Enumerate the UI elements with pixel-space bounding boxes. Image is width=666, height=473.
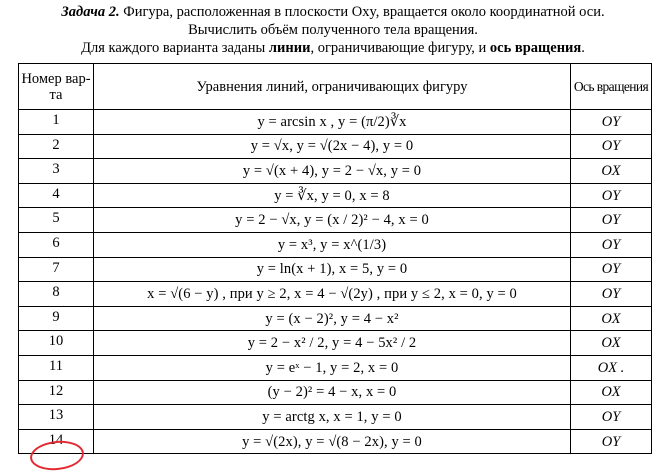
- equations: y = √(2x), y = √(8 − 2x), y = 0: [94, 429, 571, 454]
- variant-number: 11: [19, 355, 94, 380]
- rotation-axis: OX .: [571, 355, 652, 380]
- variant-number: 3: [19, 159, 94, 184]
- table-row: [19, 232, 652, 257]
- table-row: [19, 331, 652, 356]
- task-statement: Фигура, расположенная в плоскости Oxy, вращается около координатной оси.: [123, 4, 605, 20]
- table-row: [19, 306, 652, 331]
- rotation-axis: OX: [571, 331, 652, 356]
- equations: y = √x, y = √(2x − 4), y = 0: [94, 134, 571, 159]
- table-row: [19, 110, 652, 135]
- column-header-equations: Уравнения линий, ограничивающих фигуру: [94, 64, 571, 110]
- rotation-axis: OX: [571, 380, 652, 405]
- task-heading-line-2: Вычислить объём полученного тела вращения.: [188, 22, 478, 38]
- variants-table: [18, 63, 652, 454]
- variant-number: 1: [19, 110, 94, 135]
- equations: y = arctg x, x = 1, y = 0: [94, 405, 571, 430]
- equations: y = ln(x + 1), x = 5, y = 0: [94, 257, 571, 282]
- equations: y = ∛x, y = 0, x = 8: [94, 183, 571, 208]
- column-header-number: Номер вар-та: [19, 64, 94, 110]
- variant-number: 14: [19, 429, 94, 454]
- equations: x = √(6 − y) , при y ≥ 2, x = 4 − √(2y) , при y ≤ 2, x = 0, y = 0: [94, 282, 571, 307]
- rotation-axis: OY: [571, 110, 652, 135]
- table-row: [19, 282, 652, 307]
- equations: (y − 2)² = 4 − x, x = 0: [94, 380, 571, 405]
- table-row: [19, 257, 652, 282]
- rotation-axis: OY: [571, 208, 652, 233]
- variant-number: 7: [19, 257, 94, 282]
- variant-number: 5: [19, 208, 94, 233]
- variant-number: 13: [19, 405, 94, 430]
- rotation-axis: OY: [571, 405, 652, 430]
- variant-number: 9: [19, 306, 94, 331]
- variant-number: 12: [19, 380, 94, 405]
- rotation-axis: OY: [571, 257, 652, 282]
- column-header-axis: Ось вращения: [571, 64, 652, 110]
- variant-number: 2: [19, 134, 94, 159]
- variant-number: 8: [19, 282, 94, 307]
- equations: y = eˣ − 1, y = 2, x = 0: [94, 355, 571, 380]
- equations: y = √(x + 4), y = 2 − √x, y = 0: [94, 159, 571, 184]
- variant-number: 10: [19, 331, 94, 356]
- rotation-axis: OX: [571, 159, 652, 184]
- rotation-axis: OY: [571, 429, 652, 454]
- variant-number: 6: [19, 232, 94, 257]
- rotation-axis: OX: [571, 306, 652, 331]
- table-row: [19, 380, 652, 405]
- rotation-axis: OY: [571, 282, 652, 307]
- equations: y = (x − 2)², y = 4 − x²: [94, 306, 571, 331]
- task-label: Задача 2.: [61, 4, 120, 20]
- task-heading-line-1: [0, 4, 666, 21]
- emphasis-lines: линии: [268, 40, 311, 56]
- equations: y = 2 − √x, y = (x / 2)² − 4, x = 0: [94, 208, 571, 233]
- emphasis-axis: ось вращения: [489, 40, 582, 56]
- table-row: [19, 183, 652, 208]
- variant-number: 4: [19, 183, 94, 208]
- rotation-axis: OY: [571, 232, 652, 257]
- table-row: [19, 429, 652, 454]
- task-heading-line-3: Для каждого варианта заданы линии, ограничивающие фигуру, и ось вращения.: [81, 40, 585, 56]
- equations: y = arcsin x , y = (π/2)∛x: [94, 110, 571, 135]
- table-row: [19, 134, 652, 159]
- rotation-axis: OY: [571, 134, 652, 159]
- table-row: [19, 159, 652, 184]
- table-row: [19, 208, 652, 233]
- rotation-axis: OY: [571, 183, 652, 208]
- table-row: [19, 405, 652, 430]
- table-row: [19, 355, 652, 380]
- equations: y = x³, y = x^(1/3): [94, 232, 571, 257]
- equations: y = 2 − x² / 2, y = 4 − 5x² / 2: [94, 331, 571, 356]
